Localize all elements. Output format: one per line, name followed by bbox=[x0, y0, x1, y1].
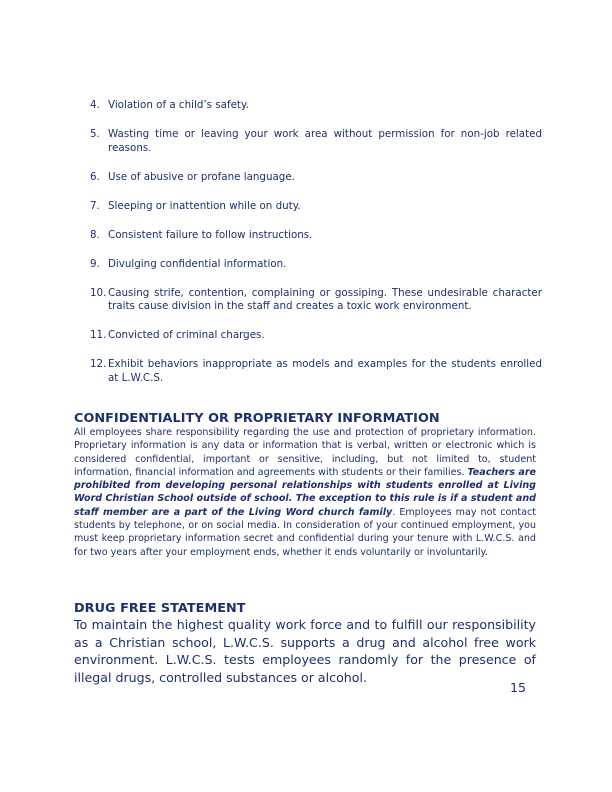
confidentiality-section bbox=[74, 411, 536, 559]
list-item-text: Wasting time or leaving your work area without permission for non-job related reasons. bbox=[108, 127, 542, 154]
list-item-text: Violation of a child’s safety. bbox=[108, 99, 249, 111]
list-item bbox=[90, 329, 542, 343]
list-item bbox=[90, 229, 542, 243]
list-item-text: Use of abusive or profane language. bbox=[108, 170, 295, 183]
list-item-number: 11. bbox=[90, 329, 107, 342]
list-item bbox=[90, 200, 542, 214]
drug-free-paragraph: To maintain the highest quality work force and to fulfill our responsibility as a Christian school, L.W.C.S. supports a drug and alcohol free work environment. L.W.C.S. tests employees randomly for the presence of illegal drugs, controlled substances or alcohol. bbox=[74, 617, 536, 685]
list-item bbox=[90, 99, 542, 113]
list-item-number: 10. bbox=[90, 286, 107, 299]
list-item-text: Convicted of criminal charges. bbox=[108, 329, 265, 342]
confidentiality-text-part-1: All employees share responsibility regarding the use and protection of proprietary information. Proprietary information is any data or information that is verbal, written or electronic which is considered confidential, important or sensitive, including, but not limited to, student information, financial information and agreements with students or their families. bbox=[74, 427, 536, 478]
confidentiality-paragraph bbox=[74, 426, 536, 559]
list-item-text: Sleeping or inattention while on duty. bbox=[108, 199, 301, 212]
list-item-number: 12. bbox=[90, 358, 107, 371]
list-item bbox=[90, 171, 542, 185]
confidentiality-text-part-2: . Employees may not contact students by telephone, or on social media. In consideration of your continued employment, you must keep proprietary information secret and confidential during your tenure with L.W.C.S. and for two years after your employment ends, whether it ends voluntarily or involuntarily. bbox=[74, 506, 536, 558]
list-item bbox=[90, 258, 542, 272]
page-number: 15 bbox=[510, 680, 527, 695]
confidentiality-emphasis: Teachers are prohibited from developing personal relationships with students enrolled at Living Word Christian School outside of school. The exception to this rule is if a student and staff member are a part of the Living Word church family bbox=[74, 466, 537, 518]
list-item bbox=[90, 287, 542, 314]
list-item-number: 6. bbox=[90, 170, 100, 183]
list-item-number: 7. bbox=[90, 199, 100, 212]
list-item-number: 8. bbox=[90, 228, 100, 241]
list-item-number: 5. bbox=[90, 127, 100, 140]
violations-list bbox=[90, 99, 542, 401]
list-item-text: Divulging confidential information. bbox=[108, 257, 287, 270]
list-item-number: 4. bbox=[90, 99, 100, 111]
list-item-text: Exhibit behaviors inappropriate as models and examples for the students enrolled at L.W.C.S. bbox=[108, 358, 542, 384]
list-item-text: Causing strife, contention, complaining or gossiping. These undesirable character traits cause division in the staff and creates a toxic work environment. bbox=[108, 286, 542, 313]
list-item bbox=[90, 358, 542, 385]
list-item bbox=[90, 128, 542, 155]
drug-free-section bbox=[74, 601, 536, 686]
list-item-number: 9. bbox=[90, 257, 100, 270]
confidentiality-heading: CONFIDENTIALITY OR PROPRIETARY INFORMATION bbox=[74, 411, 440, 426]
list-item-text: Consistent failure to follow instructions. bbox=[108, 228, 313, 241]
drug-free-heading: DRUG FREE STATEMENT bbox=[74, 601, 246, 616]
